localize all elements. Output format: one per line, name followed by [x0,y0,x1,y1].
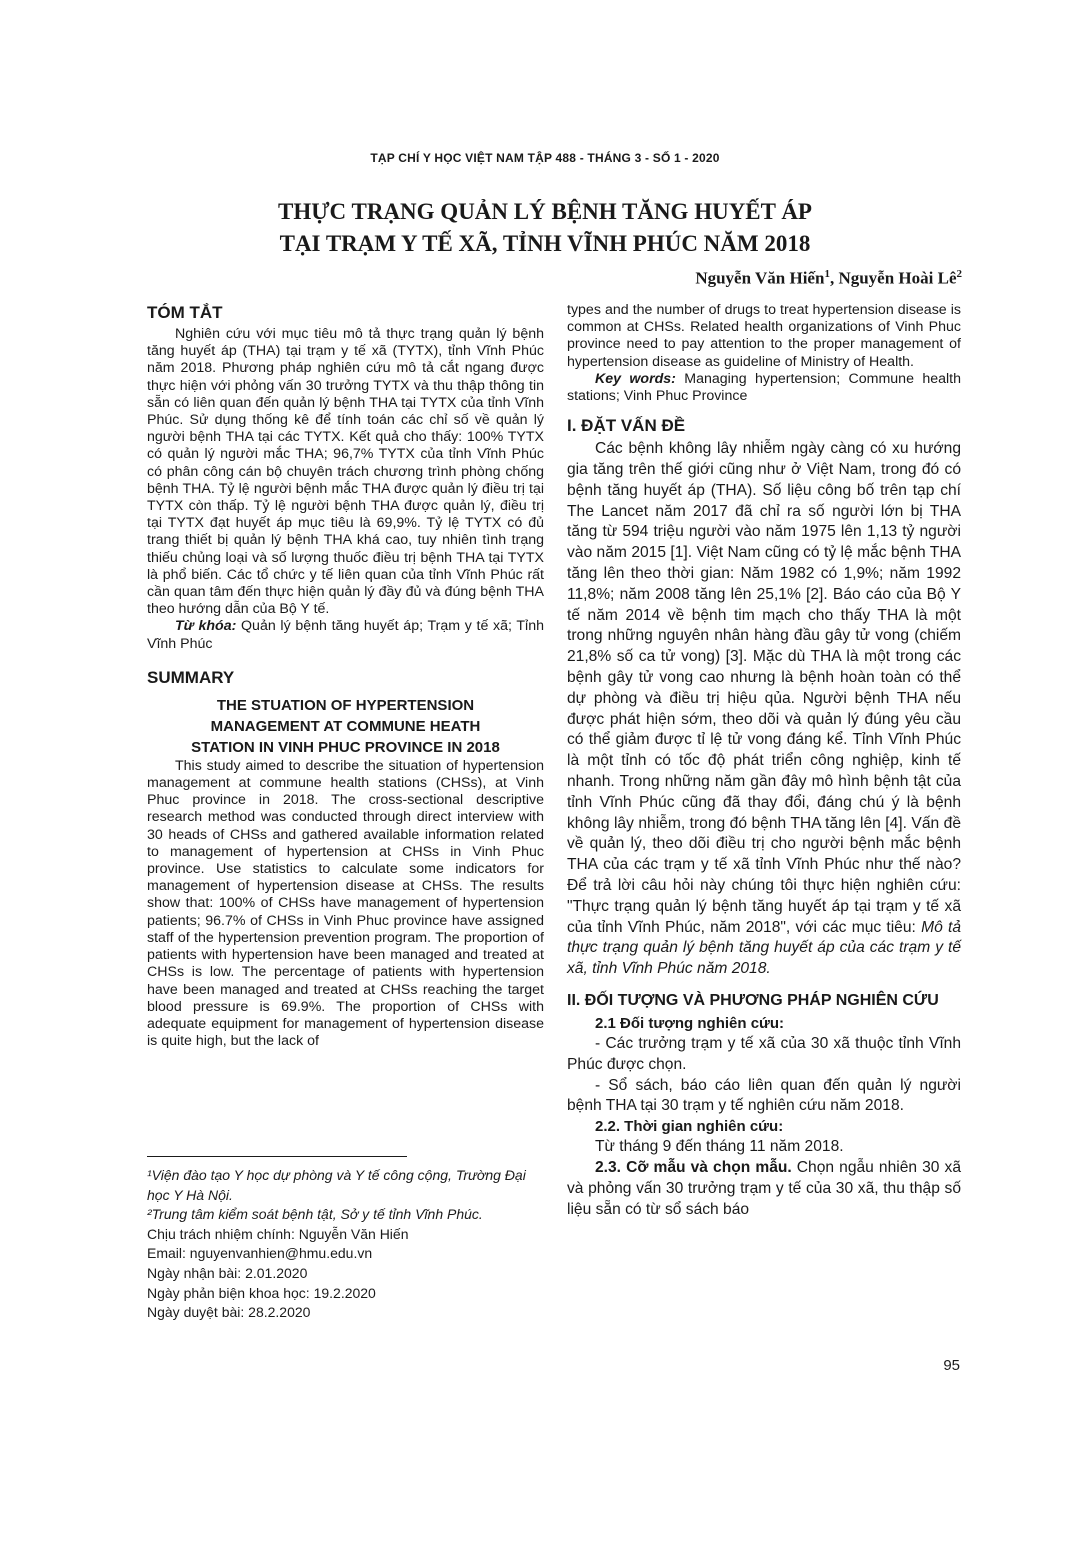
section-1-heading: I. ĐẶT VẤN ĐỀ [567,416,686,436]
subsection-2-1-heading: 2.1 Đối tượng nghiên cứu: [595,1014,785,1032]
subsection-2-3-text: Chọn ngẫu nhiên 30 xã và phỏng vấn 30 trưởng trạm y tế của 30 xã, thu thập số liệu sẵn có từ sổ sách báo [567,1158,961,1218]
footnote-responsible: Chịu trách nhiệm chính: Nguyễn Văn Hiến [147,1225,409,1242]
abstract-vi-heading: TÓM TẮT [147,303,223,322]
section-1-objective: Mô tả thực trạng quản lý bệnh tăng huyết áp của các trạm y tế xã, tỉnh Vĩnh Phúc năm 2018. [567,918,961,978]
summary-keywords [567,371,961,405]
section-1-body [567,439,961,980]
keywords-en-text: Managing hypertension; Commune health stations; Vinh Phuc Province [567,370,961,405]
subsection-2-3-paragraph [567,1158,961,1220]
section-2-heading: II. ĐỐI TƯỢNG VÀ PHƯƠNG PHÁP NGHIÊN CỨU [567,991,939,1009]
subsection-2-1-item-2: - Sổ sách, báo cáo liên quan đến quản lý người bệnh THA tại 30 trạm y tế nghiên cứu năm 2018. [567,1076,961,1115]
keywords-vi-label: Từ khóa: [175,618,237,635]
author-separator: , [829,268,839,288]
author-2-affiliation: 2 [956,268,962,280]
title-line-1: THỰC TRẠNG QUẢN LÝ BỆNH TĂNG HUYẾT ÁP [278,199,812,224]
summary-title-line-2: MANAGEMENT AT COMMUNE HEATH [210,717,481,735]
journal-header: TẠP CHÍ Y HỌC VIỆT NAM TẬP 488 - THÁNG 3 - SỐ 1 - 2020 [370,151,720,165]
left-column [147,302,544,1050]
summary-body-continued: types and the number of drugs to treat hypertension disease is common at CHSs. Related health organizations of Vinh Phuc province need to pay attention to the proper management of hypertension disease as guideline of Ministry of Health. [567,302,961,370]
subsection-2-1-item-1: - Các trưởng trạm y tế xã của 30 xã thuộc tỉnh Vĩnh Phúc được chọn. [567,1034,961,1073]
article-title [150,196,940,260]
summary-heading: SUMMARY [147,667,235,687]
summary-title-line-1: THE STUATION OF HYPERTENSION [216,696,475,714]
subsection-2-3-heading: 2.3. Cỡ mẫu và chọn mẫu. [595,1158,792,1176]
subsection-2-2-text: Từ tháng 9 đến tháng 11 năm 2018. [595,1138,844,1156]
page-number: 95 [943,1357,960,1374]
summary-title [147,695,544,758]
author-2: Nguyễn Hoài Lê [838,268,957,288]
right-column [567,302,961,1220]
abstract-vi-keywords [147,618,544,652]
footnotes [147,1166,544,1323]
author-1: Nguyễn Văn Hiến [695,268,825,288]
title-line-2: TẠI TRẠM Y TẾ XÃ, TỈNH VĨNH PHÚC NĂM 2018 [279,231,811,256]
author-1-affiliation: 1 [824,268,830,280]
keywords-vi-text: Quản lý bệnh tăng huyết áp; Trạm y tế xã; Tỉnh Vĩnh Phúc [147,618,544,652]
author-list [695,268,962,289]
subsection-2-2-heading: 2.2. Thời gian nghiên cứu: [595,1118,784,1136]
keywords-en-label: Key words: [595,370,676,387]
summary-body: This study aimed to describe the situation of hypertension management at commune health stations (CHSs), at Vinh Phuc province in 2018. The cross-sectional descriptive research method was conducted through direct interview with 30 heads of CHSs and gathered available information related to management of hypertension at CHSs in Vinh Phuc province. Use statistics to calculate some indicators for management of hypertension disease at CHSs. The results show that: 100% of CHSs have management of hypertension patients; 96.7% of CHSs in Vinh Phuc province have assigned staff of the hypertension prevention program. The proportion of patients with hypertension have been managed and treated at CHSs is low. The percentage of patients with hypertension have been managed and treated at CHSs reaching the target blood pressure is 69.9%. The proportion of CHSs with adequate equipment for management of hypertension disease is quite high, but the lack of [147,757,544,1050]
summary-title-line-3: STATION IN VINH PHUC PROVINCE IN 2018 [191,738,500,756]
abstract-vi-body: Nghiên cứu với mục tiêu mô tả thực trạng quản lý bệnh tăng huyết áp (THA) tại trạm y tế xã (TYTX), tỉnh Vĩnh Phúc năm 2018. Phương pháp nghiên cứu mô tả cắt ngang được thực hiện với phỏng vấn 30 trưởng TYTX và thu thập thông tin sẵn có liên quan đến quản lý bệnh THA tại TYTX của tỉnh Vĩnh Phúc. Sử dụng thống kê để tính toán các chỉ số về quản lý người bệnh THA tại các TYTX. Kết quả cho thấy: 100% TYTX có quản lý người mắc THA; 96,7% TYTX của tỉnh Vĩnh Phúc có phân công cán bộ chuyên trách chương trình phòng chống bệnh THA. Tỷ lệ người bệnh mắc THA được quản lý điều trị tại TYTX còn thấp. Tỷ lệ người bệnh THA được quản lý, điều trị tại TYTX đạt huyết áp mục tiêu là 69,9%. Tỷ lệ TYTX có đủ trang thiết bị quản lý bệnh THA khá cao, tuy nhiên tình trạng thiếu chủng loại và số lượng thuốc điều trị bệnh THA tại TYTX là phổ biến. Các tổ chức y tế liên quan của tỉnh Vĩnh Phúc rất cần quan tâm đến thực hiện quản lý đầy đủ và đúng bệnh THA theo hướng dẫn của Bộ Y tế. [147,326,544,618]
footnote-approved: Ngày duyệt bài: 28.2.2020 [147,1304,311,1321]
footnote-received: Ngày nhận bài: 2.01.2020 [147,1264,308,1281]
footnote-affiliation-1: ¹Viện đào tạo Y học dự phòng và Y tế công cộng, Trường Đại học Y Hà Nội. [147,1167,526,1203]
footnote-email: Email: nguyenvanhien@hmu.edu.vn [147,1245,373,1262]
footnote-affiliation-2: ²Trung tâm kiểm soát bệnh tật, Sở y tế tỉnh Vĩnh Phúc. [147,1206,483,1223]
footnote-divider [147,1156,407,1157]
footnote-reviewed: Ngày phản biện khoa học: 19.2.2020 [147,1284,376,1301]
section-1-text: Các bệnh không lây nhiễm ngày càng có xu hướng gia tăng trên thế giới cũng như ở Việt Nam, trong đó có bệnh tăng huyết áp (THA). Số liệu công bố trên tạp chí The Lancet năm 2017 đã chỉ ra số người lớn bị THA tăng từ 594 triệu người vào năm 1975 lên 1,13 tỷ người vào năm 2015 [1]. Việt Nam cũng có tỷ lệ mắc bệnh THA tăng lên theo thời gian: Năm 1982 có 1,9%; năm 1992 11,8%; năm 2008 tăng lên 25,1% [2]. Báo cáo của Bộ Y tế năm 2014 về bệnh tim mạch cho thấy THA là một trong những nguyên nhân hàng đầu gây tử vong (chiếm 21,8% số ca tử vong) [3]. Mặc dù THA là một trong các bệnh gây tử vong cao nhưng là bệnh hoàn toàn có thể dự phòng và điều trị hiệu qủa. Người bệnh THA nếu được phát hiện sớm, theo dõi và quản lý đúng yêu cầu có thể giảm được tỉ lệ tử vong đáng kể. Tỉnh Vĩnh Phúc là một tỉnh có tốc độ phát triển công nghiệp, kinh tế nhanh. Trong những năm gần đây mô hình bệnh tật của tỉnh Vĩnh Phúc cũng đã thay đổi, đáng chú ý là bệnh không lây nhiễm, trong đó bệnh THA tăng lên [4]. Vấn đề về quản lý, theo dõi điều trị cho người bệnh mắc bệnh THA của các trạm y tế xã tỉnh Vĩnh Phúc như thế nào? Để trả lời câu hỏi này chúng tôi thực hiện nghiên cứu: "Thực trạng quản lý bệnh tăng huyết áp tại trạm y tế xã của tỉnh Vĩnh Phúc, năm 2018", với các mục tiêu: [567,440,961,936]
